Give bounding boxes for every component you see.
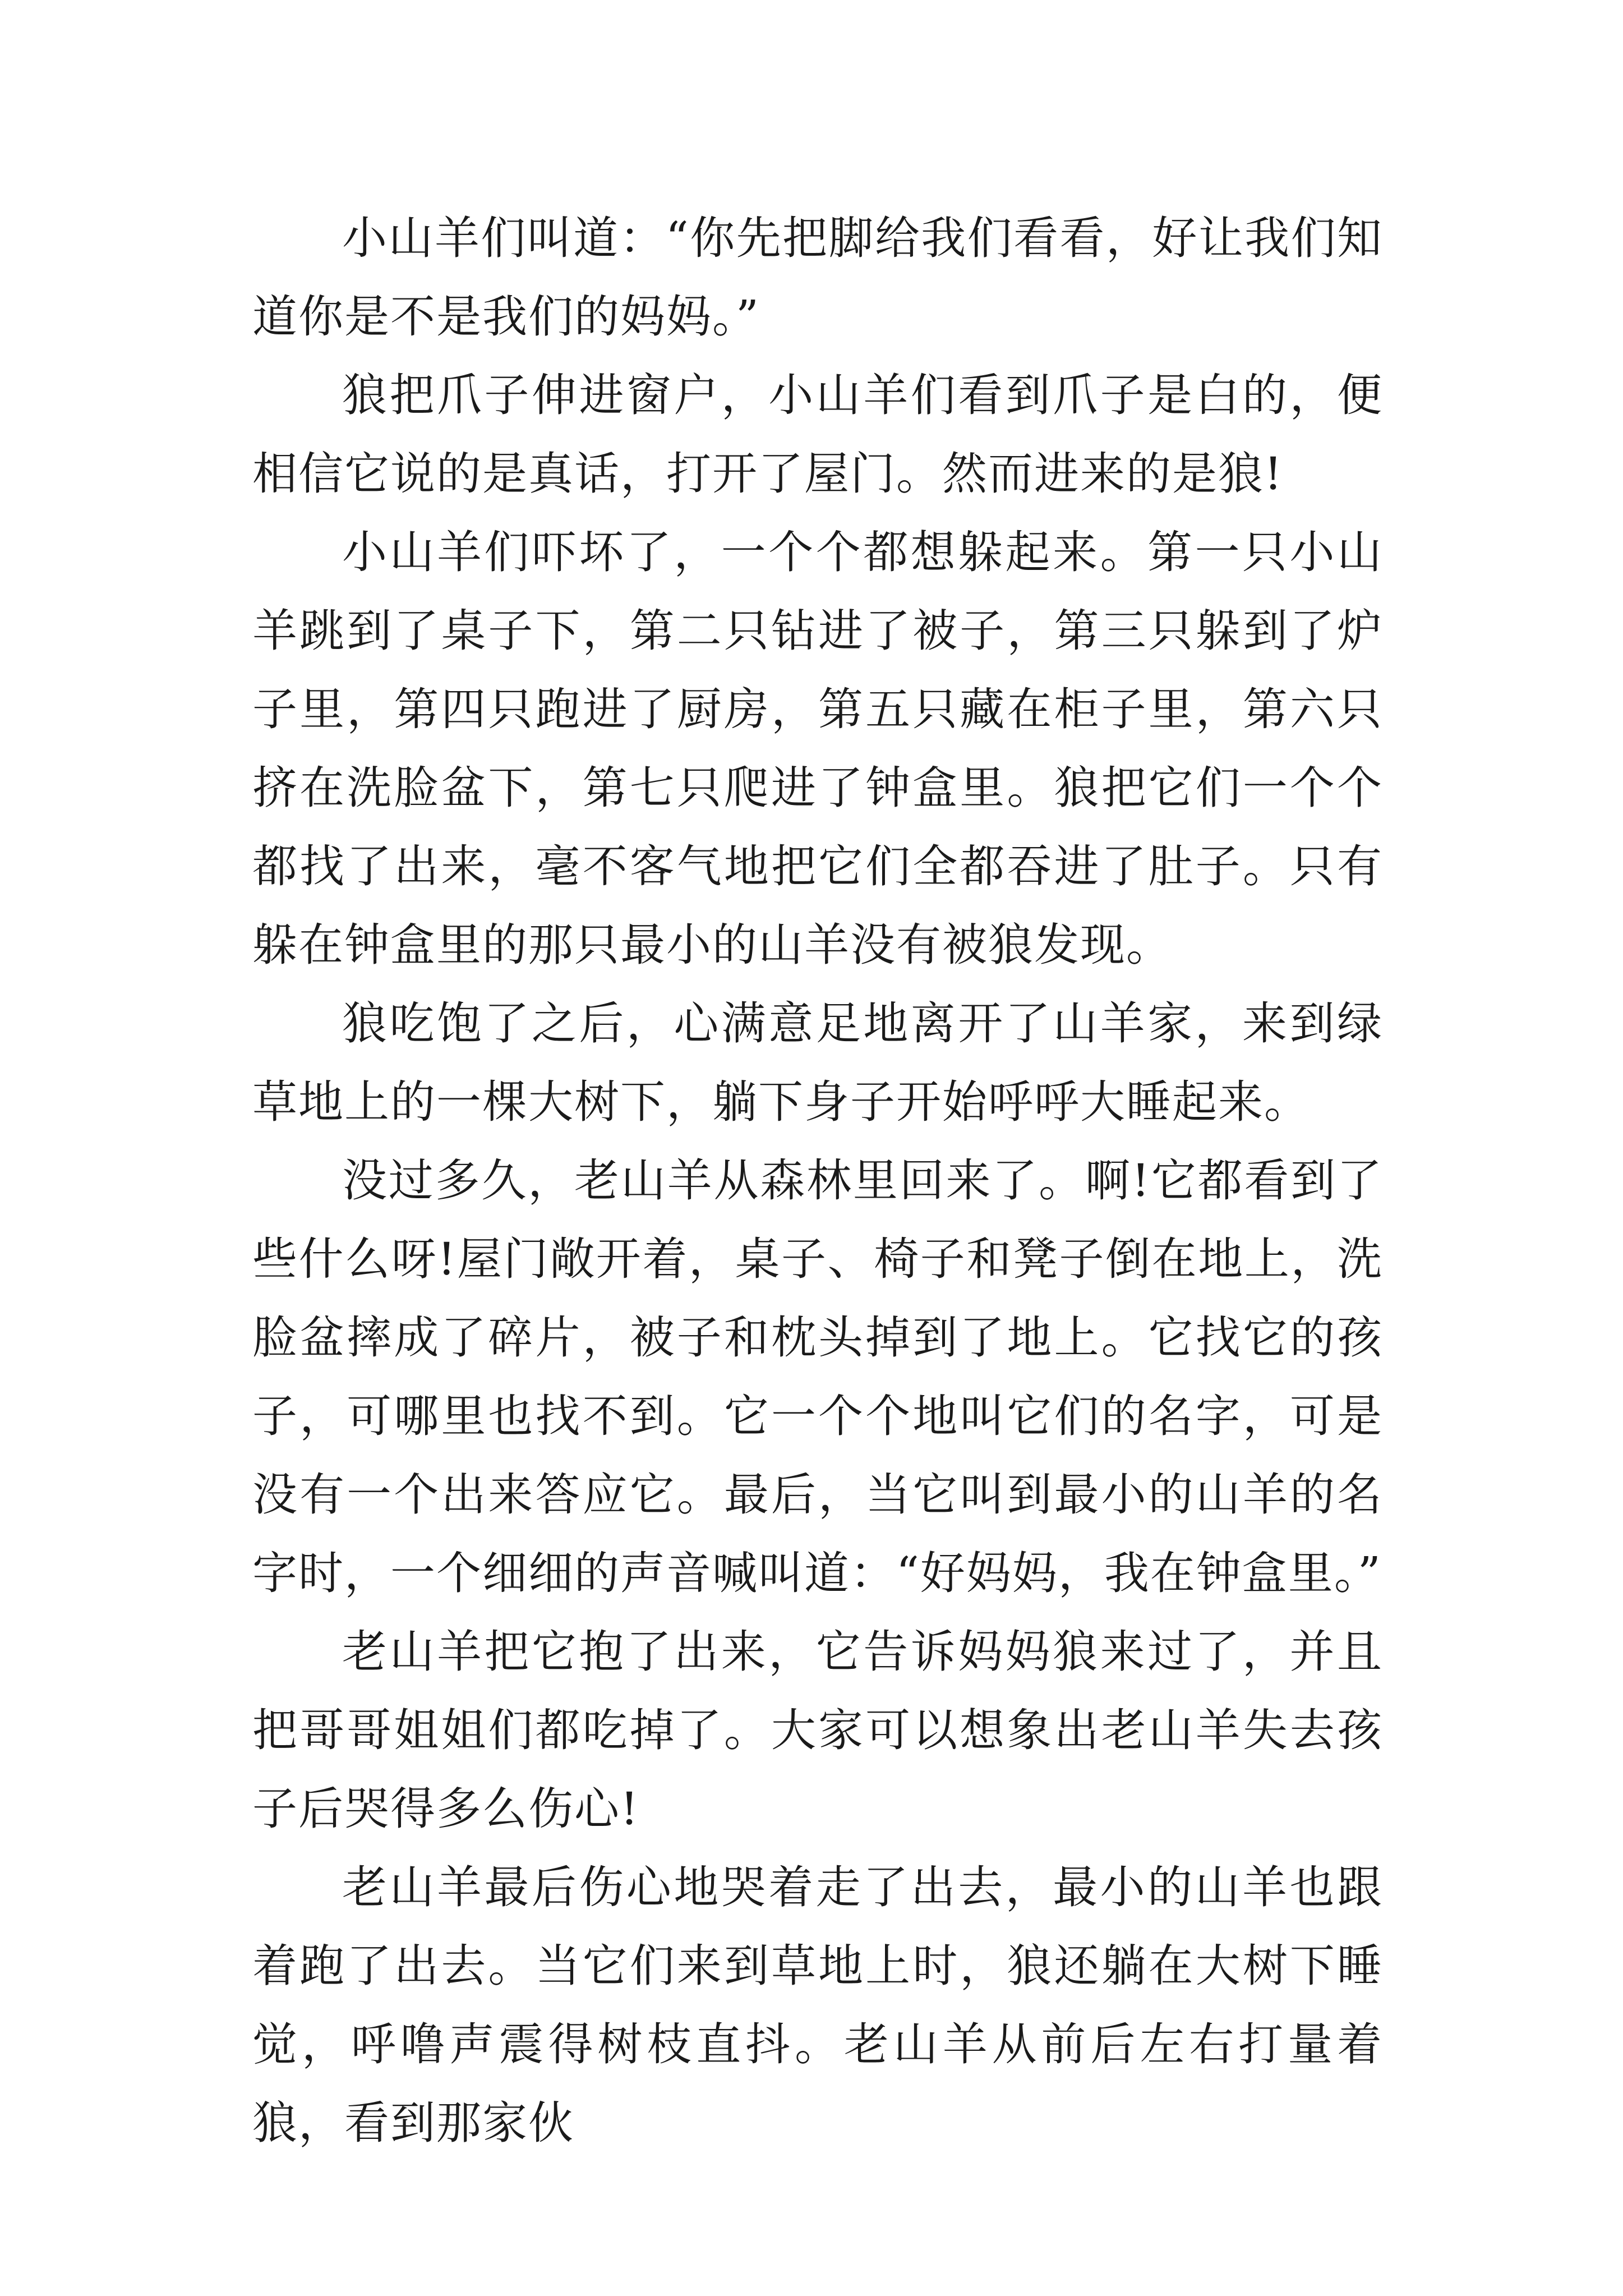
paragraph: 老山羊把它抱了出来，它告诉妈妈狼来过了，并且把哥哥姐姐们都吃掉了。大家可以想象出老山羊失去孩子后哭得多么伤心! [252,1626,1383,1835]
paragraph: 小山羊们吓坏了，一个个都想躲起来。第一只小山羊跳到了桌子下，第二只钻进了被子，第三只躲到了炉子里，第四只跑进了厨房，第五只藏在柜子里，第六只挤在洗脸盆下，第七只爬进了钟盒里。狼把它们一个个都找了出来，毫不客气地把它们全都吞进了肚子。只有躲在钟盒里的那只最小的山羊没有被狼发现。 [252,526,1383,971]
document-body [252,199,1383,2162]
paragraph: 小山羊们叫道：“你先把脚给我们看看，好让我们知道你是不是我们的妈妈。” [252,212,1383,343]
paragraph: 狼吃饱了之后，心满意足地离开了山羊家，来到绿草地上的一棵大树下，躺下身子开始呼呼大睡起来。 [252,997,1383,1128]
paragraph: 老山羊最后伤心地哭着走了出去，最小的山羊也跟着跑了出去。当它们来到草地上时，狼还躺在大树下睡觉，呼噜声震得树枝直抖。老山羊从前后左右打量着狼，看到那家伙 [252,1861,1383,2149]
paragraph: 没过多久，老山羊从森林里回来了。啊!它都看到了些什么呀!屋门敞开着，桌子、椅子和凳子倒在地上，洗脸盆摔成了碎片，被子和枕头掉到了地上。它找它的孩子，可哪里也找不到。它一个个地叫它们的名字，可是没有一个出来答应它。最后，当它叫到最小的山羊的名字时，一个细细的声音喊叫道：“好妈妈，我在钟盒里。” [252,1154,1383,1599]
paragraph: 狼把爪子伸进窗户，小山羊们看到爪子是白的，便相信它说的是真话，打开了屋门。然而进来的是狼! [252,369,1383,500]
